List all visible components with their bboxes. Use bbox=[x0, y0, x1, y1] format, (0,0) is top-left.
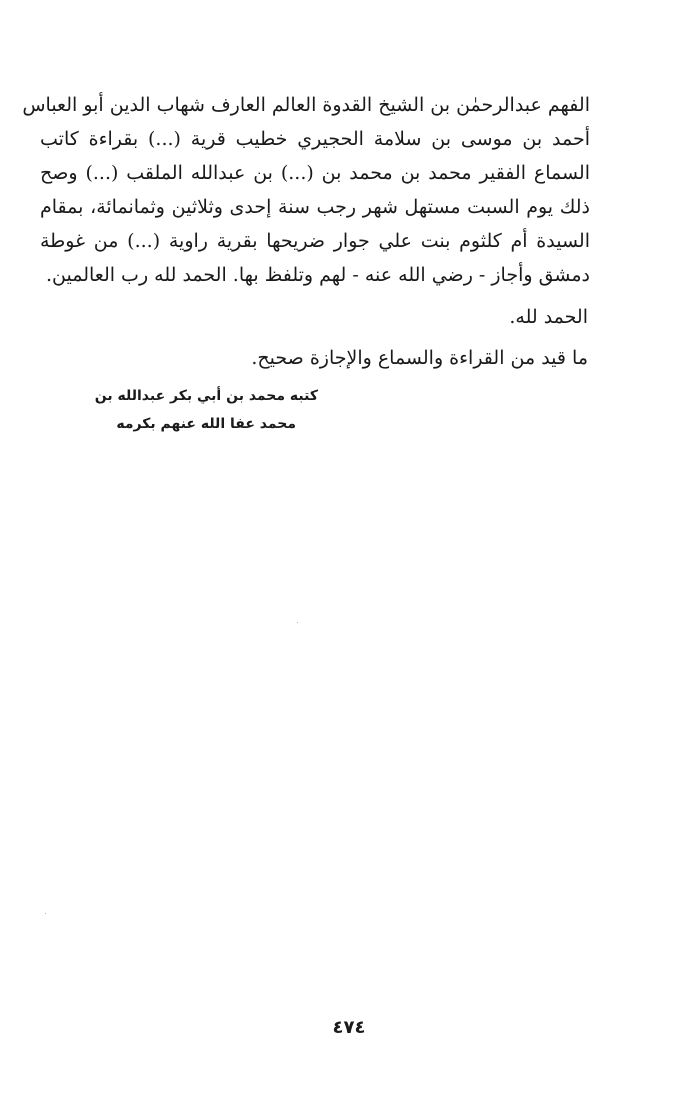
attestation-line: ما قيد من القراءة والسماع والإجازة صحيح. bbox=[251, 347, 588, 369]
scan-speck bbox=[297, 622, 298, 623]
signature-line-1: كتبه محمد بن أبي بكر عبدالله بن bbox=[94, 388, 318, 404]
signature-line-2: محمد عفا الله عنهم بكرمه bbox=[116, 416, 296, 432]
paragraph-line-1: الفهم عبدالرحمٰن بن الشيخ القدوة العالم العارف شهاب الدين أبو العباس bbox=[22, 94, 590, 116]
praise-line: الحمد لله. bbox=[509, 306, 588, 328]
main-paragraph bbox=[22, 88, 590, 292]
paragraph-line-5: السيدة أم كلثوم بنت علي جوار ضريحها بقرية راوية (...) من غوطة bbox=[40, 230, 590, 252]
page-number: ٤٧٤ bbox=[332, 1017, 366, 1038]
scan-speck bbox=[45, 913, 46, 914]
paragraph-line-2: أحمد بن موسى بن سلامة الحجيري خطيب قرية (...) بقراءة كاتب bbox=[40, 128, 590, 150]
paragraph-line-3: السماع الفقير محمد بن محمد بن (...) بن عبدالله الملقب (...) وصح bbox=[40, 162, 590, 184]
paragraph-line-6: دمشق وأجاز - رضي الله عنه - لهم وتلفظ بها. الحمد لله رب العالمين. bbox=[45, 264, 590, 286]
paragraph-line-4: ذلك يوم السبت مستهل شهر رجب سنة إحدى وثلاثين وثمانمائة، بمقام bbox=[40, 196, 590, 218]
